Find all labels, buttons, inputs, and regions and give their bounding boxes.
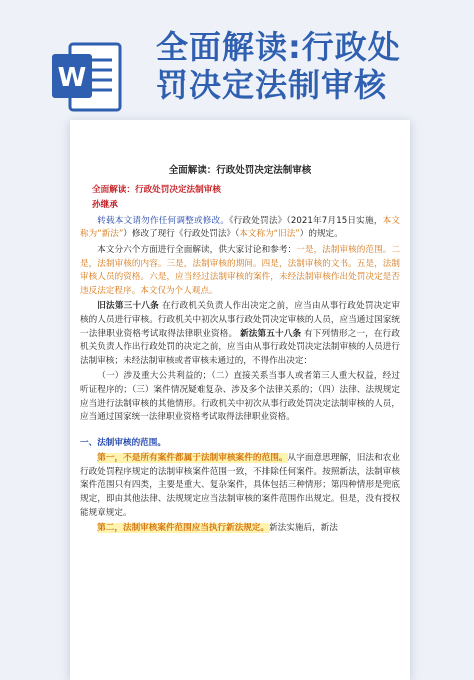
law-paragraph bbox=[80, 300, 400, 368]
document-title: 全面解读：行政处罚决定法制审核 bbox=[168, 165, 312, 176]
intro-notice: 转载本文请勿作任何调整或修改。 bbox=[97, 215, 230, 226]
word-icon-letter: W bbox=[57, 63, 87, 93]
intro-end: ）的规定。 bbox=[299, 229, 343, 240]
intro-text: 《行政处罚法》（2021年7月15日实施， bbox=[229, 215, 383, 226]
section1-text: 从字面意思理解，旧法和农业行政处罚程序规定的法制审核案件范围一致，不排除任何案件。按照新法，法制审核案件范围只有四类，主要是重大、复杂案件，具体包括三种情形；第四种情形是兜底规定，即由其他法律、法规规定应当法制审核的案件范围作出规定。但是，没有授权能规章规定。 bbox=[80, 453, 400, 518]
word-document-icon bbox=[52, 40, 122, 114]
old-law-text: 在行政机关负责人作出决定之前，应当由从事行政处罚决定审核的人员进行审核。行政机关中初次从事行政处罚决定审核的人员，应当通过国家统一法律职业资格考试取得法律职业资格。 bbox=[80, 301, 400, 339]
page-fade bbox=[70, 640, 410, 680]
intro-new-law: 本文称为“新法” bbox=[80, 215, 400, 240]
section1-point1: 第一，不是所有案件都属于法制审核案件的范围。 bbox=[97, 453, 288, 464]
section1-paragraph-2 bbox=[80, 522, 400, 536]
old-law-article: 旧法第三十八条 bbox=[97, 301, 159, 312]
headline-line-1: 全面解读:行政处 bbox=[156, 28, 401, 66]
intro-paragraph bbox=[80, 215, 400, 242]
overview-start: 本文分六个方面进行全面解读，供大家讨论和参考： bbox=[97, 244, 297, 255]
banner bbox=[0, 0, 474, 130]
intro-mid: ）修改了现行《行政处罚法》（ bbox=[123, 229, 240, 240]
section-heading-1: 一、法制审核的范围。 bbox=[80, 437, 166, 448]
conditions-paragraph: （一）涉及重大公共利益的；（二）直接关系当事人或者第三人重大权益，经过听证程序的；（三）案件情况疑难复杂、涉及多个法律关系的；（四）法律、法规规定应当进行法制审核的其他情形。行政机关中初次从事行政处罚决定法制审核的人员，应当通过国家统一法律职业资格考试取得法律职业资格。 bbox=[80, 371, 400, 423]
overview-items: 一是，法制审核的范围。二是，法制审核的内容。三是，法制审核的期间。四是，法制审核的文书。五是，法制审核人员的资格。六是，应当经过法制审核的案件，未经法制审核作出处罚决定是否违反法定程序。本文仅为个人观点。 bbox=[80, 244, 400, 296]
section1-point2: 第二，法制审核案件范围应当执行新法规定。 bbox=[97, 523, 270, 534]
new-law-text: 有下列情形之一，在行政机关负责人作出行政处罚的决定之前，应当由从事行政处罚决定法制审核的人员进行法制审核；未经法制审核或者审核未通过的，不得作出决定： bbox=[80, 328, 400, 366]
headline-line-2: 罚决定法制审核 bbox=[156, 66, 388, 104]
document-author: 孙继承 bbox=[92, 200, 118, 211]
overview-paragraph bbox=[80, 244, 400, 298]
document-subtitle: 全面解读：行政处罚决定法制审核 bbox=[92, 184, 221, 195]
section1-paragraph bbox=[80, 452, 400, 520]
section1-text2: 新法实施后，新法 bbox=[269, 523, 338, 534]
new-law-article: 新法第五十八条 bbox=[240, 328, 302, 339]
document-body bbox=[80, 164, 400, 538]
intro-old-law: 本文称为“旧法” bbox=[239, 229, 300, 240]
document-page bbox=[70, 120, 410, 680]
headline bbox=[156, 28, 466, 104]
